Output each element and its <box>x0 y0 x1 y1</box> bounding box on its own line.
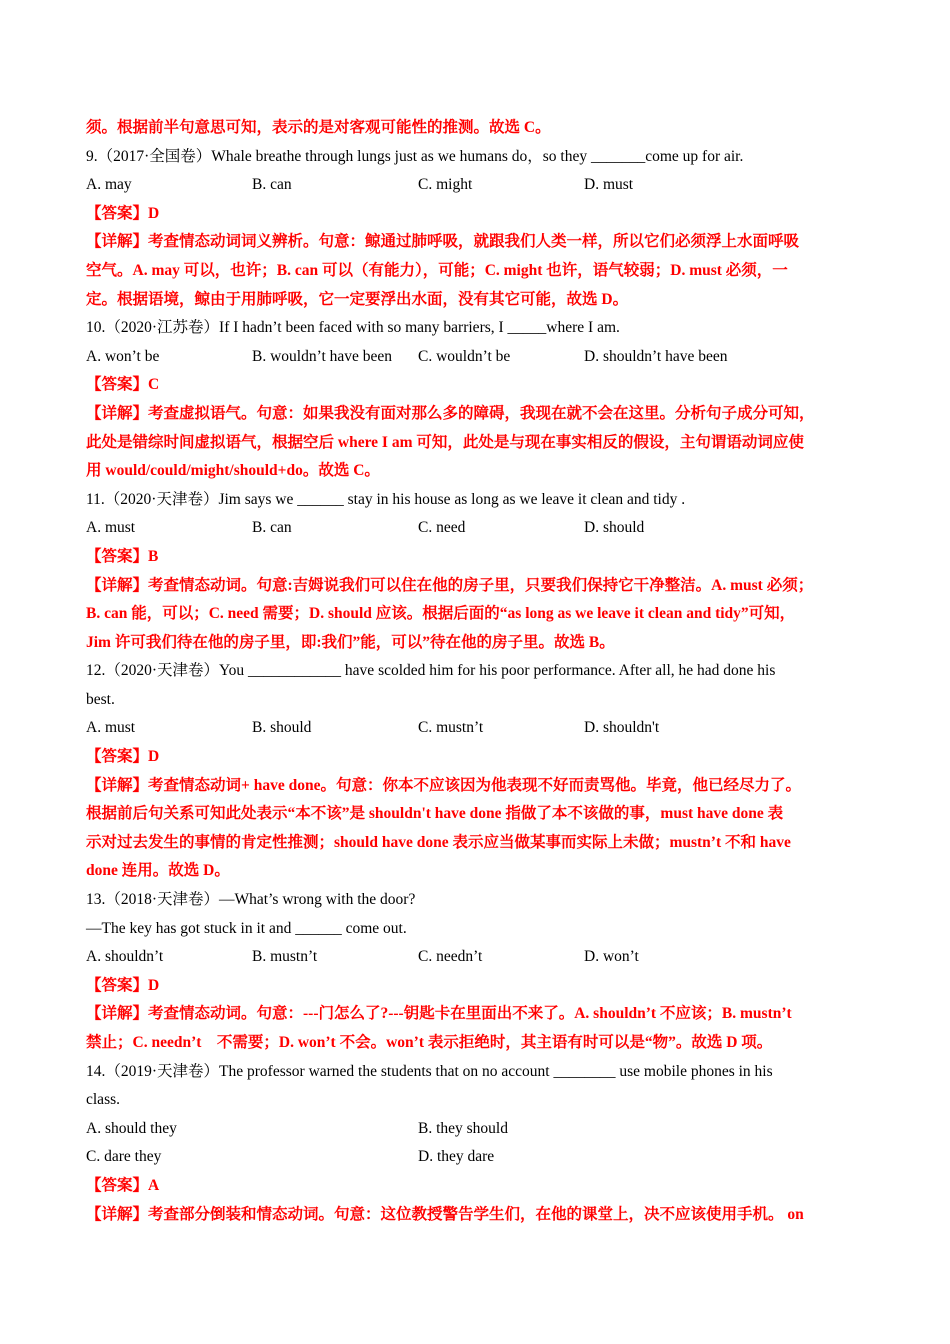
option-d: D. shouldn’t have been <box>584 347 728 365</box>
explanation-line: 【详解】考查部分倒装和情态动词。句意：这位教授警告学生们，在他的课堂上，决不应该使用手机。 on <box>86 1205 804 1223</box>
option-d: D. shouldn't <box>584 719 660 737</box>
explanation-line: 【详解】考查虚拟语气。句意：如果我没有面对那么多的障碍，我现在就不会在这里。分析句子成分可知， <box>86 404 815 422</box>
option-a: A. should they <box>86 1119 177 1137</box>
option-a: A. must <box>86 519 136 537</box>
question-options <box>86 514 866 543</box>
explanation-line: B. can 能，可以；C. need 需要；D. should 应该。根据后面的“as long as we leave it clean and tidy”可知， <box>86 605 796 623</box>
explanation-continuation: 须。根据前半句意思可知，表示的是对客观可能性的推测。故选 C。 <box>86 119 551 136</box>
answer-label: 【答案】D <box>86 748 160 766</box>
option-b: B. can <box>252 176 292 194</box>
explanation-line: 此处是错综时间虚拟语气，根据空后 where I am 可知，此处是与现在事实相反的假设，主句谓语动词应使 <box>86 433 804 451</box>
option-d: D. they dare <box>418 1148 495 1166</box>
explanation-line: 用 would/could/might/should+do。故选 C。 <box>86 462 380 480</box>
question-stem: 12.（2020·天津卷）You ____________ have scolded him for his poor performance. After all, he had done his <box>86 662 776 680</box>
question-stem-continuation: class. <box>86 1091 121 1109</box>
option-b: B. they should <box>418 1119 508 1137</box>
question-stem: 10.（2020·江苏卷）If I hadn’t been faced with so many barriers, I _____where I am. <box>86 319 620 337</box>
option-c: C. needn’t <box>418 948 483 966</box>
question-stem: 13.（2018·天津卷）—What’s wrong with the door? <box>86 891 416 909</box>
explanation-line: 【详解】考查情态动词+ have done。句意：你本不应该因为他表现不好而责骂他。毕竟，他已经尽力了。 <box>86 776 801 794</box>
explanation-line: 示对过去发生的事情的肯定性推测；should have done 表示应当做某事而实际上未做；mustn’t 不和 have <box>86 833 791 851</box>
explanation-line: 定。根据语境，鲸由于用肺呼吸，它一定要浮出水面，没有其它可能，故选 D。 <box>86 290 629 308</box>
question-options <box>86 1143 866 1172</box>
option-c: C. wouldn’t be <box>418 347 511 365</box>
option-b: B. should <box>252 719 312 737</box>
question-stem: 11.（2020·天津卷）Jim says we ______ stay in his house as long as we leave it clean and tidy . <box>86 490 686 508</box>
question-stem-continuation: best. <box>86 690 115 708</box>
option-a: A. won’t be <box>86 347 160 365</box>
question-options <box>86 1115 866 1144</box>
option-d: D. won’t <box>584 948 639 966</box>
answer-label: 【答案】A <box>86 1176 160 1194</box>
question-stem: 9.（2017·全国卷）Whale breathe through lungs just as we humans do，so they _______come up for air. <box>86 147 744 165</box>
option-c: C. need <box>418 519 466 537</box>
question-options <box>86 714 866 743</box>
option-b: B. wouldn’t have been <box>252 347 393 365</box>
explanation-line: 【详解】考查情态动词。句意：---门怎么了?---钥匙卡在里面出不来了。A. shouldn’t 不应该；B. mustn’t <box>86 1005 792 1023</box>
option-a: A. must <box>86 719 136 737</box>
option-c: C. mustn’t <box>418 719 484 737</box>
page-content <box>86 114 866 1229</box>
explanation-line: 禁止；C. needn’t 不需要；D. won’t 不会。won’t 表示拒绝时，其主语有时可以是“物”。故选 D 项。 <box>86 1034 773 1051</box>
explanation-line: 空气。A. may 可以，也许；B. can 可以（有能力），可能；C. might 也许，语气较弱；D. must 必须，一 <box>86 261 788 279</box>
answer-label: 【答案】D <box>86 204 160 222</box>
option-d: D. should <box>584 519 645 537</box>
explanation-line: 根据前后句关系可知此处表示“本不该”是 shouldn't have done 指做了本不该做的事，must have done 表 <box>86 805 784 823</box>
answer-label: 【答案】D <box>86 976 160 994</box>
option-c: C. might <box>418 176 473 194</box>
explanation-line: Jim 许可我们待在他的房子里，即:我们”能，可以”待在他的房子里。故选 B。 <box>86 633 615 651</box>
question-stem: 14.（2019·天津卷）The professor warned the students that on no account ________ use mobile phones in his <box>86 1062 773 1080</box>
answer-label: 【答案】B <box>86 547 159 565</box>
explanation-line: 【详解】考查情态动词词义辨析。句意：鲸通过肺呼吸，就跟我们人类一样，所以它们必须浮上水面呼吸 <box>86 233 800 251</box>
question-options <box>86 943 866 972</box>
option-d: D. must <box>584 176 634 194</box>
explanation-line: done 连用。故选 D。 <box>86 862 230 880</box>
answer-label: 【答案】C <box>86 376 160 394</box>
option-a: A. may <box>86 176 132 194</box>
option-b: B. mustn’t <box>252 948 318 966</box>
option-b: B. can <box>252 519 292 537</box>
question-stem-continuation: —The key has got stuck in it and ______ come out. <box>86 919 407 937</box>
explanation-line: 【详解】考查情态动词。句意:吉姆说我们可以住在他的房子里，只要我们保持它干净整洁。A. must 必须； <box>86 576 814 594</box>
option-a: A. shouldn’t <box>86 948 164 966</box>
option-c: C. dare they <box>86 1148 162 1166</box>
question-options <box>86 171 866 200</box>
question-options <box>86 343 866 372</box>
